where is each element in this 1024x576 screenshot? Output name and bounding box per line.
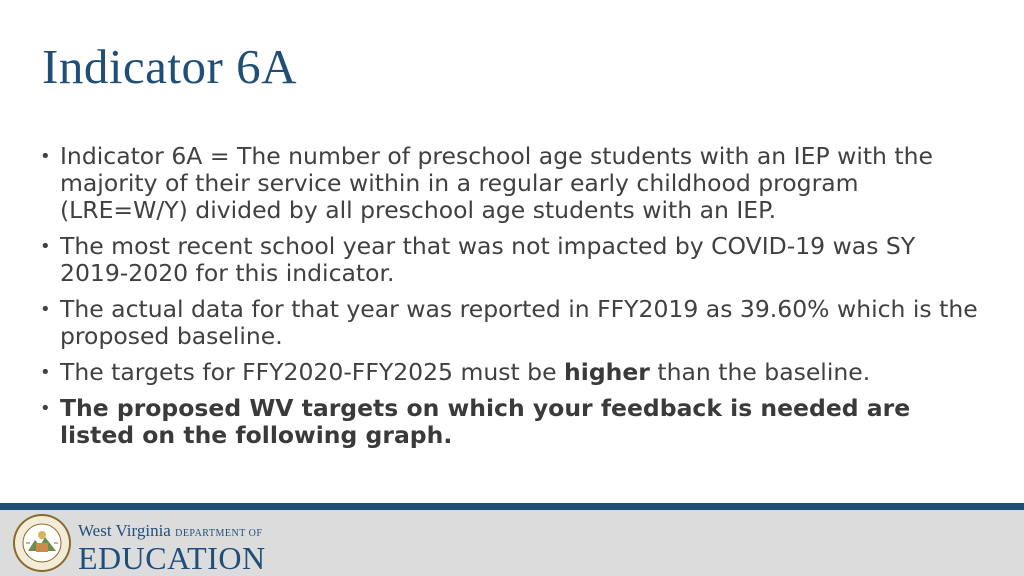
brand-line2: EDUCATION (78, 540, 266, 576)
bullet-item (40, 395, 985, 449)
bullet-item (40, 143, 985, 224)
bullet-dot-icon: • (40, 299, 51, 320)
bullet-dot-icon: • (40, 236, 51, 257)
bullet-dot-icon: • (40, 146, 51, 167)
bullet-text: The most recent school year that was not impacted by COVID-19 was SY 2019-2020 for this indicator. (60, 232, 916, 287)
state-seal-icon (12, 513, 72, 573)
bullet-text: Indicator 6A = The number of preschool age students with an IEP with the majority of their service within in a regular early childhood program (LRE=W/Y) divided by all preschool age students with an IEP. (60, 142, 933, 224)
bullet-list (40, 143, 985, 458)
bullet-text-after: than the baseline. (649, 358, 871, 386)
bullet-emphasis: higher (564, 358, 650, 386)
footer-bar (0, 510, 1024, 576)
bullet-text-before: The targets for FFY2020-FFY2025 must be (60, 358, 565, 386)
footer-divider (0, 503, 1024, 510)
bullet-dot-icon: • (40, 362, 51, 383)
bullet-emphasis: The proposed WV targets on which your feedback is needed are listed on the following graph. (60, 394, 911, 449)
bullet-text: The actual data for that year was reported in FFY2019 as 39.60% which is the proposed baseline. (60, 295, 978, 350)
slide-title: Indicator 6A (42, 39, 297, 94)
bullet-item (40, 233, 985, 287)
brand-line1: West Virginia (78, 521, 171, 540)
bullet-item (40, 359, 985, 386)
brand-dept: DEPARTMENT OF (175, 528, 263, 539)
department-logo (78, 521, 266, 576)
bullet-dot-icon: • (40, 398, 51, 419)
bullet-item (40, 296, 985, 350)
